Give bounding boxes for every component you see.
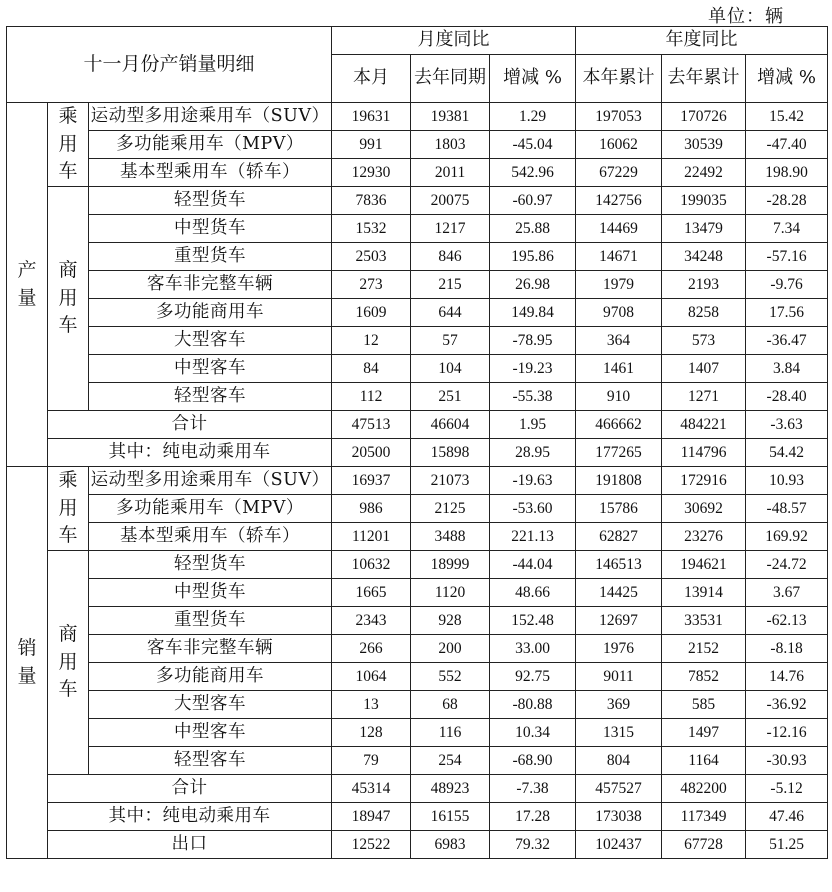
value-cell: 1407 xyxy=(662,355,746,383)
value-cell: -3.63 xyxy=(746,411,828,439)
value-cell: 15898 xyxy=(411,439,490,467)
value-cell: 2152 xyxy=(662,635,746,663)
monthly-group-header: 月度同比 xyxy=(332,27,576,55)
value-cell: 20075 xyxy=(411,187,490,215)
value-cell: 21073 xyxy=(411,467,490,495)
row-label: 多功能商用车 xyxy=(89,299,332,327)
value-cell: -44.04 xyxy=(490,551,576,579)
value-cell: 991 xyxy=(332,131,411,159)
value-cell: 57 xyxy=(411,327,490,355)
value-cell: 8258 xyxy=(662,299,746,327)
export-label: 出口 xyxy=(48,831,332,859)
value-cell: 116 xyxy=(411,719,490,747)
value-cell: 585 xyxy=(662,691,746,719)
value-cell: 1315 xyxy=(576,719,662,747)
value-cell: 33531 xyxy=(662,607,746,635)
row-label: 轻型客车 xyxy=(89,383,332,411)
value-cell: 2193 xyxy=(662,271,746,299)
column-header: 本月 xyxy=(332,55,411,103)
value-cell: 1164 xyxy=(662,747,746,775)
value-cell: 1609 xyxy=(332,299,411,327)
table-row xyxy=(7,411,828,439)
value-cell: 846 xyxy=(411,243,490,271)
value-cell: 369 xyxy=(576,691,662,719)
value-cell: 484221 xyxy=(662,411,746,439)
ev-label: 其中：纯电动乘用车 xyxy=(48,803,332,831)
value-cell: -36.47 xyxy=(746,327,828,355)
table-row xyxy=(7,271,828,299)
value-cell: 170726 xyxy=(662,103,746,131)
value-cell: 1979 xyxy=(576,271,662,299)
value-cell: -36.92 xyxy=(746,691,828,719)
value-cell: 251 xyxy=(411,383,490,411)
sales-section-label: 销 量 xyxy=(7,467,48,859)
row-label: 中型客车 xyxy=(89,355,332,383)
value-cell: 13479 xyxy=(662,215,746,243)
value-cell: 3488 xyxy=(411,523,490,551)
row-label: 中型货车 xyxy=(89,215,332,243)
value-cell: 1120 xyxy=(411,579,490,607)
value-cell: -45.04 xyxy=(490,131,576,159)
table-row xyxy=(7,551,828,579)
value-cell: 198.90 xyxy=(746,159,828,187)
table-row xyxy=(7,495,828,523)
value-cell: 25.88 xyxy=(490,215,576,243)
production-sales-table xyxy=(6,26,828,859)
value-cell: -53.60 xyxy=(490,495,576,523)
value-cell: 51.25 xyxy=(746,831,828,859)
column-header: 增减 % xyxy=(490,55,576,103)
table-row xyxy=(7,327,828,355)
value-cell: 3.84 xyxy=(746,355,828,383)
value-cell: -57.16 xyxy=(746,243,828,271)
value-cell: 9708 xyxy=(576,299,662,327)
value-cell: 928 xyxy=(411,607,490,635)
row-label: 轻型货车 xyxy=(89,187,332,215)
value-cell: 79.32 xyxy=(490,831,576,859)
row-label: 重型货车 xyxy=(89,243,332,271)
value-cell: 457527 xyxy=(576,775,662,803)
table-row xyxy=(7,803,828,831)
value-cell: 14671 xyxy=(576,243,662,271)
table-row xyxy=(7,103,828,131)
value-cell: 18947 xyxy=(332,803,411,831)
value-cell: 16062 xyxy=(576,131,662,159)
value-cell: -55.38 xyxy=(490,383,576,411)
value-cell: 986 xyxy=(332,495,411,523)
table-row xyxy=(7,131,828,159)
value-cell: -60.97 xyxy=(490,187,576,215)
value-cell: 552 xyxy=(411,663,490,691)
value-cell: 149.84 xyxy=(490,299,576,327)
value-cell: 199035 xyxy=(662,187,746,215)
table-title: 十一月份产销量明细 xyxy=(7,27,332,103)
value-cell: 1217 xyxy=(411,215,490,243)
value-cell: 15.42 xyxy=(746,103,828,131)
value-cell: 542.96 xyxy=(490,159,576,187)
value-cell: 1803 xyxy=(411,131,490,159)
value-cell: 12930 xyxy=(332,159,411,187)
value-cell: 11201 xyxy=(332,523,411,551)
value-cell: 466662 xyxy=(576,411,662,439)
table-row xyxy=(7,775,828,803)
value-cell: 173038 xyxy=(576,803,662,831)
value-cell: 114796 xyxy=(662,439,746,467)
column-header: 本年累计 xyxy=(576,55,662,103)
row-label: 大型客车 xyxy=(89,691,332,719)
commercial-group-label: 商 用 车 xyxy=(48,187,89,411)
value-cell: 482200 xyxy=(662,775,746,803)
value-cell: 194621 xyxy=(662,551,746,579)
value-cell: -5.12 xyxy=(746,775,828,803)
value-cell: 84 xyxy=(332,355,411,383)
table-row xyxy=(7,831,828,859)
passenger-group-label: 乘 用 车 xyxy=(48,467,89,551)
value-cell: -9.76 xyxy=(746,271,828,299)
value-cell: 28.95 xyxy=(490,439,576,467)
value-cell: 14469 xyxy=(576,215,662,243)
value-cell: 16155 xyxy=(411,803,490,831)
table-row xyxy=(7,719,828,747)
value-cell: 62827 xyxy=(576,523,662,551)
value-cell: 67728 xyxy=(662,831,746,859)
value-cell: 30692 xyxy=(662,495,746,523)
value-cell: -47.40 xyxy=(746,131,828,159)
value-cell: 7852 xyxy=(662,663,746,691)
value-cell: 13914 xyxy=(662,579,746,607)
value-cell: 16937 xyxy=(332,467,411,495)
value-cell: 7836 xyxy=(332,187,411,215)
value-cell: 804 xyxy=(576,747,662,775)
row-label: 轻型客车 xyxy=(89,747,332,775)
value-cell: 48.66 xyxy=(490,579,576,607)
column-header: 增减 % xyxy=(746,55,828,103)
value-cell: 7.34 xyxy=(746,215,828,243)
value-cell: -48.57 xyxy=(746,495,828,523)
row-label: 中型货车 xyxy=(89,579,332,607)
value-cell: -62.13 xyxy=(746,607,828,635)
value-cell: 2503 xyxy=(332,243,411,271)
value-cell: 45314 xyxy=(332,775,411,803)
table-row xyxy=(7,299,828,327)
table-row xyxy=(7,159,828,187)
value-cell: 1665 xyxy=(332,579,411,607)
column-header: 去年同期 xyxy=(411,55,490,103)
value-cell: 195.86 xyxy=(490,243,576,271)
value-cell: 1497 xyxy=(662,719,746,747)
value-cell: 117349 xyxy=(662,803,746,831)
value-cell: 10.34 xyxy=(490,719,576,747)
value-cell: 6983 xyxy=(411,831,490,859)
value-cell: 2125 xyxy=(411,495,490,523)
value-cell: -68.90 xyxy=(490,747,576,775)
value-cell: 102437 xyxy=(576,831,662,859)
row-label: 大型客车 xyxy=(89,327,332,355)
row-label: 运动型多用途乘用车（SUV） xyxy=(89,467,332,495)
value-cell: 30539 xyxy=(662,131,746,159)
table-row xyxy=(7,439,828,467)
value-cell: 364 xyxy=(576,327,662,355)
value-cell: 17.56 xyxy=(746,299,828,327)
table-row xyxy=(7,383,828,411)
value-cell: 146513 xyxy=(576,551,662,579)
row-label: 客车非完整车辆 xyxy=(89,635,332,663)
column-header: 去年累计 xyxy=(662,55,746,103)
value-cell: -80.88 xyxy=(490,691,576,719)
value-cell: 12697 xyxy=(576,607,662,635)
value-cell: 15786 xyxy=(576,495,662,523)
row-label: 基本型乘用车（轿车） xyxy=(89,523,332,551)
value-cell: 12522 xyxy=(332,831,411,859)
value-cell: 2343 xyxy=(332,607,411,635)
value-cell: -19.63 xyxy=(490,467,576,495)
table-row xyxy=(7,215,828,243)
table-row xyxy=(7,243,828,271)
value-cell: 128 xyxy=(332,719,411,747)
row-label: 多功能乘用车（MPV） xyxy=(89,131,332,159)
value-cell: 112 xyxy=(332,383,411,411)
value-cell: -8.18 xyxy=(746,635,828,663)
value-cell: 12 xyxy=(332,327,411,355)
value-cell: 142756 xyxy=(576,187,662,215)
row-label: 重型货车 xyxy=(89,607,332,635)
row-label: 运动型多用途乘用车（SUV） xyxy=(89,103,332,131)
value-cell: 47.46 xyxy=(746,803,828,831)
commercial-group-label: 商 用 车 xyxy=(48,551,89,775)
table-row xyxy=(7,747,828,775)
value-cell: 19631 xyxy=(332,103,411,131)
value-cell: 177265 xyxy=(576,439,662,467)
table-row xyxy=(7,579,828,607)
value-cell: -19.23 xyxy=(490,355,576,383)
value-cell: 1461 xyxy=(576,355,662,383)
value-cell: 13 xyxy=(332,691,411,719)
value-cell: 18999 xyxy=(411,551,490,579)
table-row xyxy=(7,467,828,495)
value-cell: 22492 xyxy=(662,159,746,187)
value-cell: 254 xyxy=(411,747,490,775)
yearly-group-header: 年度同比 xyxy=(576,27,828,55)
value-cell: -12.16 xyxy=(746,719,828,747)
production-section-label: 产 量 xyxy=(7,103,48,467)
value-cell: -78.95 xyxy=(490,327,576,355)
value-cell: 910 xyxy=(576,383,662,411)
value-cell: 19381 xyxy=(411,103,490,131)
value-cell: 1532 xyxy=(332,215,411,243)
value-cell: 273 xyxy=(332,271,411,299)
table-row xyxy=(7,607,828,635)
value-cell: 191808 xyxy=(576,467,662,495)
value-cell: -28.28 xyxy=(746,187,828,215)
table-row xyxy=(7,187,828,215)
total-label: 合计 xyxy=(48,775,332,803)
value-cell: -30.93 xyxy=(746,747,828,775)
value-cell: 644 xyxy=(411,299,490,327)
value-cell: 68 xyxy=(411,691,490,719)
value-cell: 2011 xyxy=(411,159,490,187)
value-cell: 10632 xyxy=(332,551,411,579)
value-cell: 34248 xyxy=(662,243,746,271)
value-cell: 26.98 xyxy=(490,271,576,299)
value-cell: 197053 xyxy=(576,103,662,131)
value-cell: -24.72 xyxy=(746,551,828,579)
row-label: 基本型乘用车（轿车） xyxy=(89,159,332,187)
value-cell: 3.67 xyxy=(746,579,828,607)
table-row xyxy=(7,635,828,663)
value-cell: 46604 xyxy=(411,411,490,439)
value-cell: 266 xyxy=(332,635,411,663)
value-cell: 1271 xyxy=(662,383,746,411)
value-cell: 17.28 xyxy=(490,803,576,831)
row-label: 客车非完整车辆 xyxy=(89,271,332,299)
value-cell: 67229 xyxy=(576,159,662,187)
passenger-group-label: 乘 用 车 xyxy=(48,103,89,187)
value-cell: 169.92 xyxy=(746,523,828,551)
value-cell: 33.00 xyxy=(490,635,576,663)
value-cell: 9011 xyxy=(576,663,662,691)
row-label: 轻型货车 xyxy=(89,551,332,579)
value-cell: 1.29 xyxy=(490,103,576,131)
value-cell: 172916 xyxy=(662,467,746,495)
value-cell: -28.40 xyxy=(746,383,828,411)
value-cell: 1.95 xyxy=(490,411,576,439)
value-cell: 54.42 xyxy=(746,439,828,467)
unit-label: 单位：辆 xyxy=(708,6,784,27)
value-cell: 48923 xyxy=(411,775,490,803)
ev-label: 其中：纯电动乘用车 xyxy=(48,439,332,467)
value-cell: 215 xyxy=(411,271,490,299)
table-row xyxy=(7,355,828,383)
value-cell: 47513 xyxy=(332,411,411,439)
value-cell: 20500 xyxy=(332,439,411,467)
value-cell: 10.93 xyxy=(746,467,828,495)
value-cell: 1064 xyxy=(332,663,411,691)
value-cell: 23276 xyxy=(662,523,746,551)
row-label: 多功能商用车 xyxy=(89,663,332,691)
row-label: 多功能乘用车（MPV） xyxy=(89,495,332,523)
value-cell: 14.76 xyxy=(746,663,828,691)
value-cell: 79 xyxy=(332,747,411,775)
table-row xyxy=(7,523,828,551)
table-row xyxy=(7,691,828,719)
value-cell: 104 xyxy=(411,355,490,383)
value-cell: 1976 xyxy=(576,635,662,663)
table-row xyxy=(7,663,828,691)
value-cell: 221.13 xyxy=(490,523,576,551)
value-cell: 14425 xyxy=(576,579,662,607)
value-cell: 92.75 xyxy=(490,663,576,691)
total-label: 合计 xyxy=(48,411,332,439)
row-label: 中型客车 xyxy=(89,719,332,747)
value-cell: 200 xyxy=(411,635,490,663)
value-cell: -7.38 xyxy=(490,775,576,803)
value-cell: 152.48 xyxy=(490,607,576,635)
value-cell: 573 xyxy=(662,327,746,355)
